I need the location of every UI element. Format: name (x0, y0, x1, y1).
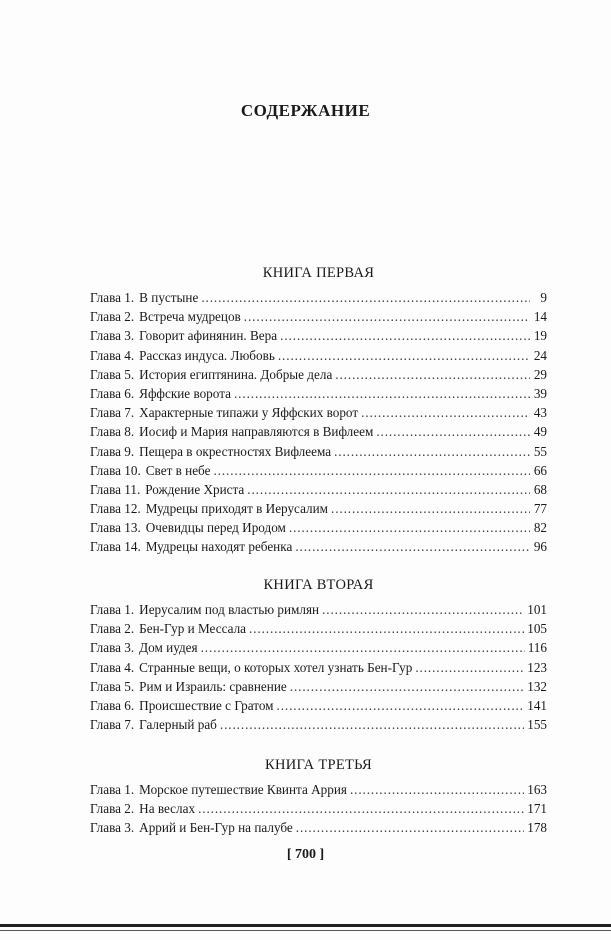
chapter-title: Говорит афинянин. Вера (139, 328, 278, 344)
toc-entry (90, 600, 547, 619)
dot-leader (201, 288, 530, 307)
chapter-title: Иосиф и Мария направляются в Вифлеем (139, 424, 374, 440)
page-ref: 123 (527, 659, 547, 675)
chapter-title: Галерный раб (139, 717, 217, 733)
dot-leader (334, 442, 530, 461)
chapter-title: Свет в небе (145, 462, 211, 478)
toc-entry (90, 638, 547, 657)
chapter-number: Глава 13. (90, 520, 141, 536)
dot-leader (335, 365, 530, 384)
toc-entry (90, 780, 547, 799)
page-ref: 39 (533, 385, 547, 401)
toc-entry (90, 442, 547, 461)
book-section (90, 574, 547, 734)
chapter-title: В пустыне (139, 290, 199, 305)
toc-entry (90, 307, 547, 326)
chapter-title: Морское путешествие Квинта Аррия (139, 782, 347, 797)
book-title: КНИГА ВТОРАЯ (263, 577, 374, 593)
chapter-number: Глава 2. (90, 621, 135, 637)
chapter-title: Бен-Гур и Мессала (139, 621, 247, 637)
chapter-title: Мудрецы приходят в Иерусалим (145, 501, 329, 517)
page-ref: 163 (527, 782, 547, 797)
toc-entry (90, 658, 547, 677)
page-ref: 178 (527, 820, 547, 836)
chapter-title: Пещера в окрестностях Вифлеема (139, 443, 332, 459)
dot-leader (247, 480, 530, 499)
chapter-number: Глава 4. (90, 347, 135, 363)
toc-list (90, 600, 547, 734)
toc-entry (90, 537, 547, 556)
dot-leader (415, 658, 524, 677)
dot-leader (350, 780, 524, 799)
chapter-number: Глава 6. (90, 385, 135, 401)
page-ref: 29 (533, 366, 547, 382)
page-ref: 105 (527, 621, 547, 637)
chapter-title: Рассказ индуса. Любовь (139, 347, 275, 363)
chapter-title: Происшествие с Гратом (139, 697, 274, 713)
toc-entry (90, 326, 547, 345)
dot-leader (201, 638, 525, 657)
dot-leader (322, 600, 524, 619)
toc-entry (90, 518, 547, 537)
toc-entry (90, 461, 547, 480)
chapter-title: Рождение Христа (145, 481, 245, 497)
dot-leader (295, 537, 530, 556)
book-title: КНИГА ПЕРВАЯ (262, 265, 375, 281)
chapter-number: Глава 2. (90, 309, 135, 325)
toc-entry (90, 696, 547, 715)
page-ref: 43 (533, 405, 547, 421)
book-section (90, 754, 547, 838)
toc-list (90, 288, 547, 557)
dot-leader (290, 677, 524, 696)
dot-leader (331, 499, 530, 518)
dot-leader (289, 518, 530, 537)
chapter-number: Глава 12. (90, 501, 141, 517)
page-ref: 77 (533, 501, 547, 517)
page-ref: 24 (533, 347, 547, 363)
toc-list (90, 780, 547, 838)
chapter-title: Встреча мудрецов (139, 309, 241, 325)
chapter-number: Глава 7. (90, 405, 135, 421)
chapter-number: Глава 4. (90, 659, 135, 675)
chapter-number: Глава 14. (90, 539, 141, 555)
chapter-number: Глава 5. (90, 678, 135, 694)
book-section (90, 262, 547, 557)
page-ref: 14 (533, 309, 547, 325)
dot-leader (277, 696, 525, 715)
toc-entry (90, 619, 547, 638)
chapter-number: Глава 5. (90, 366, 135, 382)
chapter-title: Дом иудея (139, 640, 198, 656)
dot-leader (361, 403, 530, 422)
chapter-title: Мудрецы находят ребенка (145, 539, 293, 555)
dot-leader (213, 461, 530, 480)
chapter-number: Глава 7. (90, 717, 135, 733)
toc-entry (90, 288, 547, 307)
chapter-number: Глава 3. (90, 820, 135, 836)
dot-leader (198, 799, 524, 818)
dot-leader (244, 307, 530, 326)
dot-leader (278, 346, 530, 365)
dot-leader (220, 715, 524, 734)
page-ref: 132 (527, 678, 547, 694)
chapter-number: Глава 11. (90, 481, 141, 497)
page-ref: 82 (533, 520, 547, 536)
chapter-title: Иерусалим под властью римлян (139, 602, 320, 617)
chapter-number: Глава 1. (90, 782, 135, 797)
page-number: [ 700 ] (286, 847, 325, 862)
chapter-title: Аррий и Бен-Гур на палубе (139, 820, 293, 836)
chapter-number: Глава 1. (90, 602, 135, 617)
chapter-number: Глава 10. (90, 462, 141, 478)
chapter-title: На веслах (139, 801, 196, 817)
dot-leader (376, 422, 530, 441)
toc-entry (90, 403, 547, 422)
dot-leader (234, 384, 530, 403)
chapter-title: Яффские ворота (139, 385, 231, 401)
page-ref: 49 (533, 424, 547, 440)
toc-entry (90, 499, 547, 518)
page-ref: 9 (540, 290, 547, 305)
page-title: СОДЕРЖАНИЕ (240, 101, 371, 120)
dot-leader (280, 326, 530, 345)
dot-leader (296, 818, 524, 837)
toc-entry (90, 384, 547, 403)
page-ref: 96 (533, 539, 547, 555)
chapter-number: Глава 3. (90, 640, 135, 656)
book-title: КНИГА ТРЕТЬЯ (265, 757, 372, 773)
page-ref: 101 (527, 602, 547, 617)
toc-entry (90, 715, 547, 734)
toc-entry (90, 422, 547, 441)
toc-entry (90, 799, 547, 818)
toc-entry (90, 346, 547, 365)
chapter-number: Глава 2. (90, 801, 135, 817)
page-ref: 19 (533, 328, 547, 344)
toc-entry (90, 677, 547, 696)
page-ref: 66 (533, 462, 547, 478)
bottom-rule (0, 924, 611, 927)
chapter-title: Характерные типажи у Яффских ворот (139, 405, 359, 421)
chapter-number: Глава 1. (90, 290, 135, 305)
chapter-number: Глава 9. (90, 443, 135, 459)
chapter-title: Очевидцы перед Иродом (145, 520, 286, 536)
page-ref: 68 (533, 481, 547, 497)
page-ref: 141 (527, 697, 547, 713)
toc-entry (90, 480, 547, 499)
dot-leader (249, 619, 524, 638)
chapter-title: Рим и Израиль: сравнение (139, 678, 287, 694)
page-ref: 155 (527, 717, 547, 733)
chapter-number: Глава 8. (90, 424, 135, 440)
page-ref: 55 (533, 443, 547, 459)
chapter-number: Глава 6. (90, 697, 135, 713)
page-ref: 116 (527, 640, 547, 656)
chapter-number: Глава 3. (90, 328, 135, 344)
chapter-title: История египтянина. Добрые дела (139, 366, 333, 382)
bottom-rule-thin (0, 930, 611, 931)
chapter-title: Странные вещи, о которых хотел узнать Бен-Гур (139, 659, 413, 675)
toc-entry (90, 365, 547, 384)
page-ref: 171 (527, 801, 547, 817)
toc-entry (90, 818, 547, 837)
